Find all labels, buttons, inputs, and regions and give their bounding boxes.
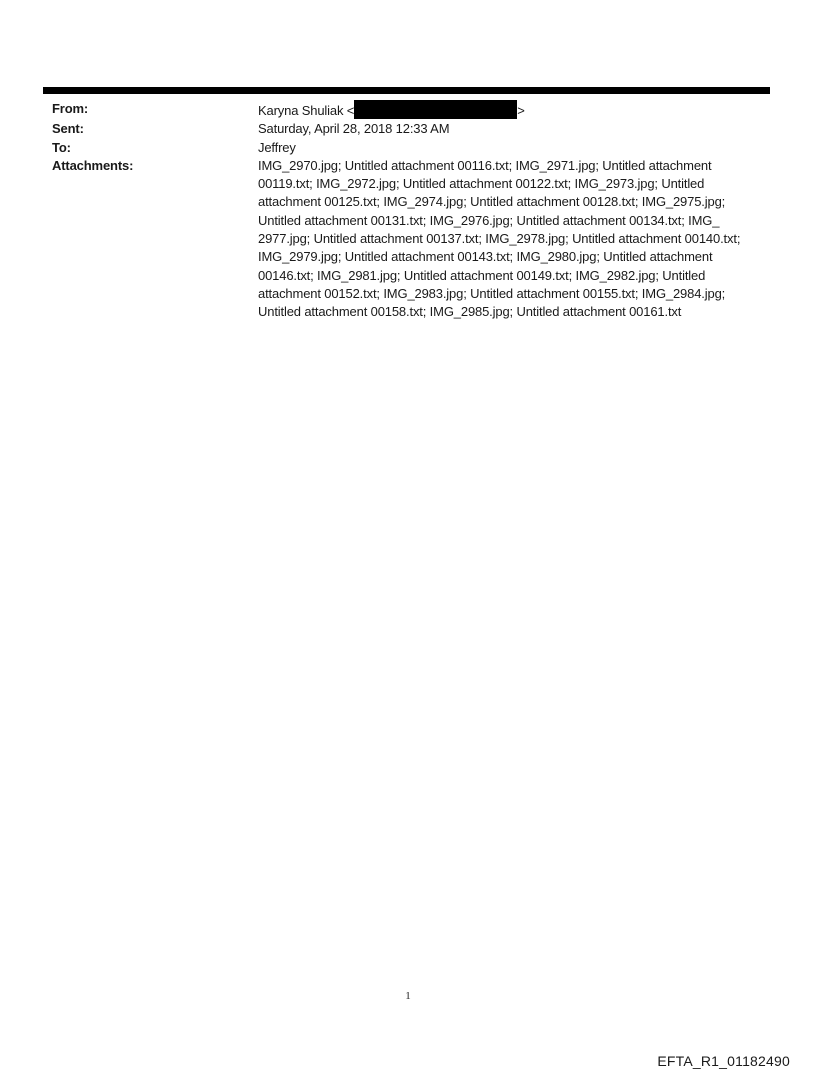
attachments-label: Attachments: bbox=[52, 157, 134, 173]
to-value: Jeffrey bbox=[258, 139, 296, 155]
attachments-line: Untitled attachment 00158.txt; IMG_2985.jpg; Untitled attachment 00161.txt bbox=[258, 304, 682, 320]
attachments-line: Untitled attachment 00131.txt; IMG_2976.jpg; Untitled attachment 00134.txt; IMG_ bbox=[258, 212, 720, 228]
to-label: To: bbox=[52, 139, 71, 155]
page-number: 1 bbox=[405, 990, 411, 1002]
attachments-line: attachment 00125.txt; IMG_2974.jpg; Untitled attachment 00128.txt; IMG_2975.jpg; bbox=[258, 194, 726, 210]
header-row-attachments bbox=[52, 157, 792, 322]
attachments-line: attachment 00152.txt; IMG_2983.jpg; Untitled attachment 00155.txt; IMG_2984.jpg; bbox=[258, 285, 726, 301]
attachments-list bbox=[258, 157, 740, 322]
header-divider-rule bbox=[43, 87, 770, 94]
from-label: From: bbox=[52, 101, 89, 116]
attachments-line: IMG_2970.jpg; Untitled attachment 00116.txt; IMG_2971.jpg; Untitled attachment bbox=[258, 157, 712, 173]
redaction-box bbox=[354, 100, 517, 119]
bates-number: EFTA_R1_01182490 bbox=[657, 1053, 790, 1069]
attachments-line: 2977.jpg; Untitled attachment 00137.txt; IMG_2978.jpg; Untitled attachment 00140.txt; bbox=[258, 231, 741, 247]
sent-label: Sent: bbox=[52, 121, 84, 137]
from-value bbox=[258, 100, 525, 120]
attachments-line: 00119.txt; IMG_2972.jpg; Untitled attachment 00122.txt; IMG_2973.jpg; Untitled bbox=[258, 176, 705, 192]
attachments-line: IMG_2979.jpg; Untitled attachment 00143.txt; IMG_2980.jpg; Untitled attachment bbox=[258, 249, 713, 265]
header-row-from bbox=[52, 100, 792, 120]
header-row-to bbox=[52, 139, 792, 157]
from-angle-close: > bbox=[517, 103, 525, 118]
header-row-sent bbox=[52, 120, 792, 138]
sent-value: Saturday, April 28, 2018 12:33 AM bbox=[258, 121, 450, 137]
attachments-line: 00146.txt; IMG_2981.jpg; Untitled attachment 00149.txt; IMG_2982.jpg; Untitled bbox=[258, 267, 706, 283]
from-sender-name: Karyna Shuliak < bbox=[258, 103, 355, 118]
email-header-block bbox=[52, 100, 792, 322]
